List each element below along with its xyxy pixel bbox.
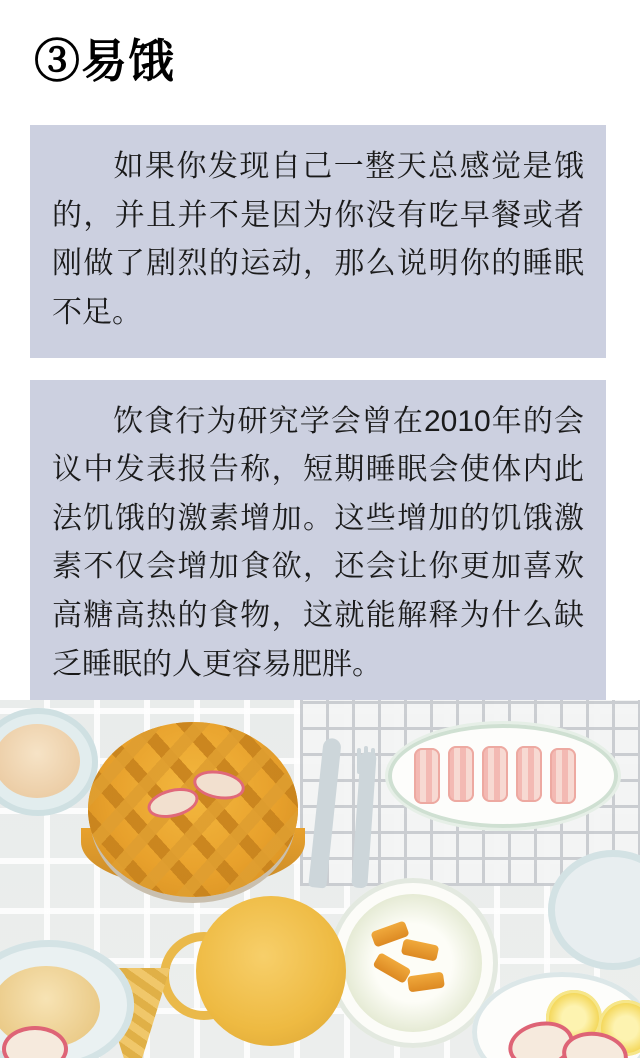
paragraph-2-text: 饮食行为研究学会曾在2010年的会议中发表报告称，短期睡眠会使体内此法饥饿的激素增加。这些增加的饥饿激素不仅会增加食欲，还会让你更加喜欢高糖高热的食物，这就能解释为什么缺乏睡眠的人更容易肥胖。 bbox=[52, 404, 584, 681]
paragraph-2 bbox=[30, 380, 606, 710]
fork-tine bbox=[371, 748, 375, 774]
pie-lattice bbox=[88, 722, 298, 897]
illustration-bottom-edge bbox=[0, 1052, 640, 1058]
food-illustration bbox=[0, 700, 640, 1058]
bacon-roll-icon bbox=[550, 748, 576, 804]
fried-potato-greens bbox=[344, 894, 482, 1032]
bacon-roll-icon bbox=[448, 746, 474, 802]
paragraph-1-text: 如果你发现自己一整天总感觉是饿的，并且并不是因为你没有吃早餐或者刚做了剧烈的运动，那么说明你的睡眠不足。 bbox=[52, 150, 584, 329]
bacon-roll-icon bbox=[414, 748, 440, 804]
bacon-roll-icon bbox=[482, 746, 508, 802]
butter-pan-icon bbox=[196, 896, 346, 1046]
fork-tine bbox=[357, 748, 361, 774]
bacon-roll-icon bbox=[516, 746, 542, 802]
paragraph-1 bbox=[30, 125, 606, 357]
fork-tine bbox=[364, 746, 368, 772]
page-title: ③易饿 bbox=[34, 35, 175, 87]
